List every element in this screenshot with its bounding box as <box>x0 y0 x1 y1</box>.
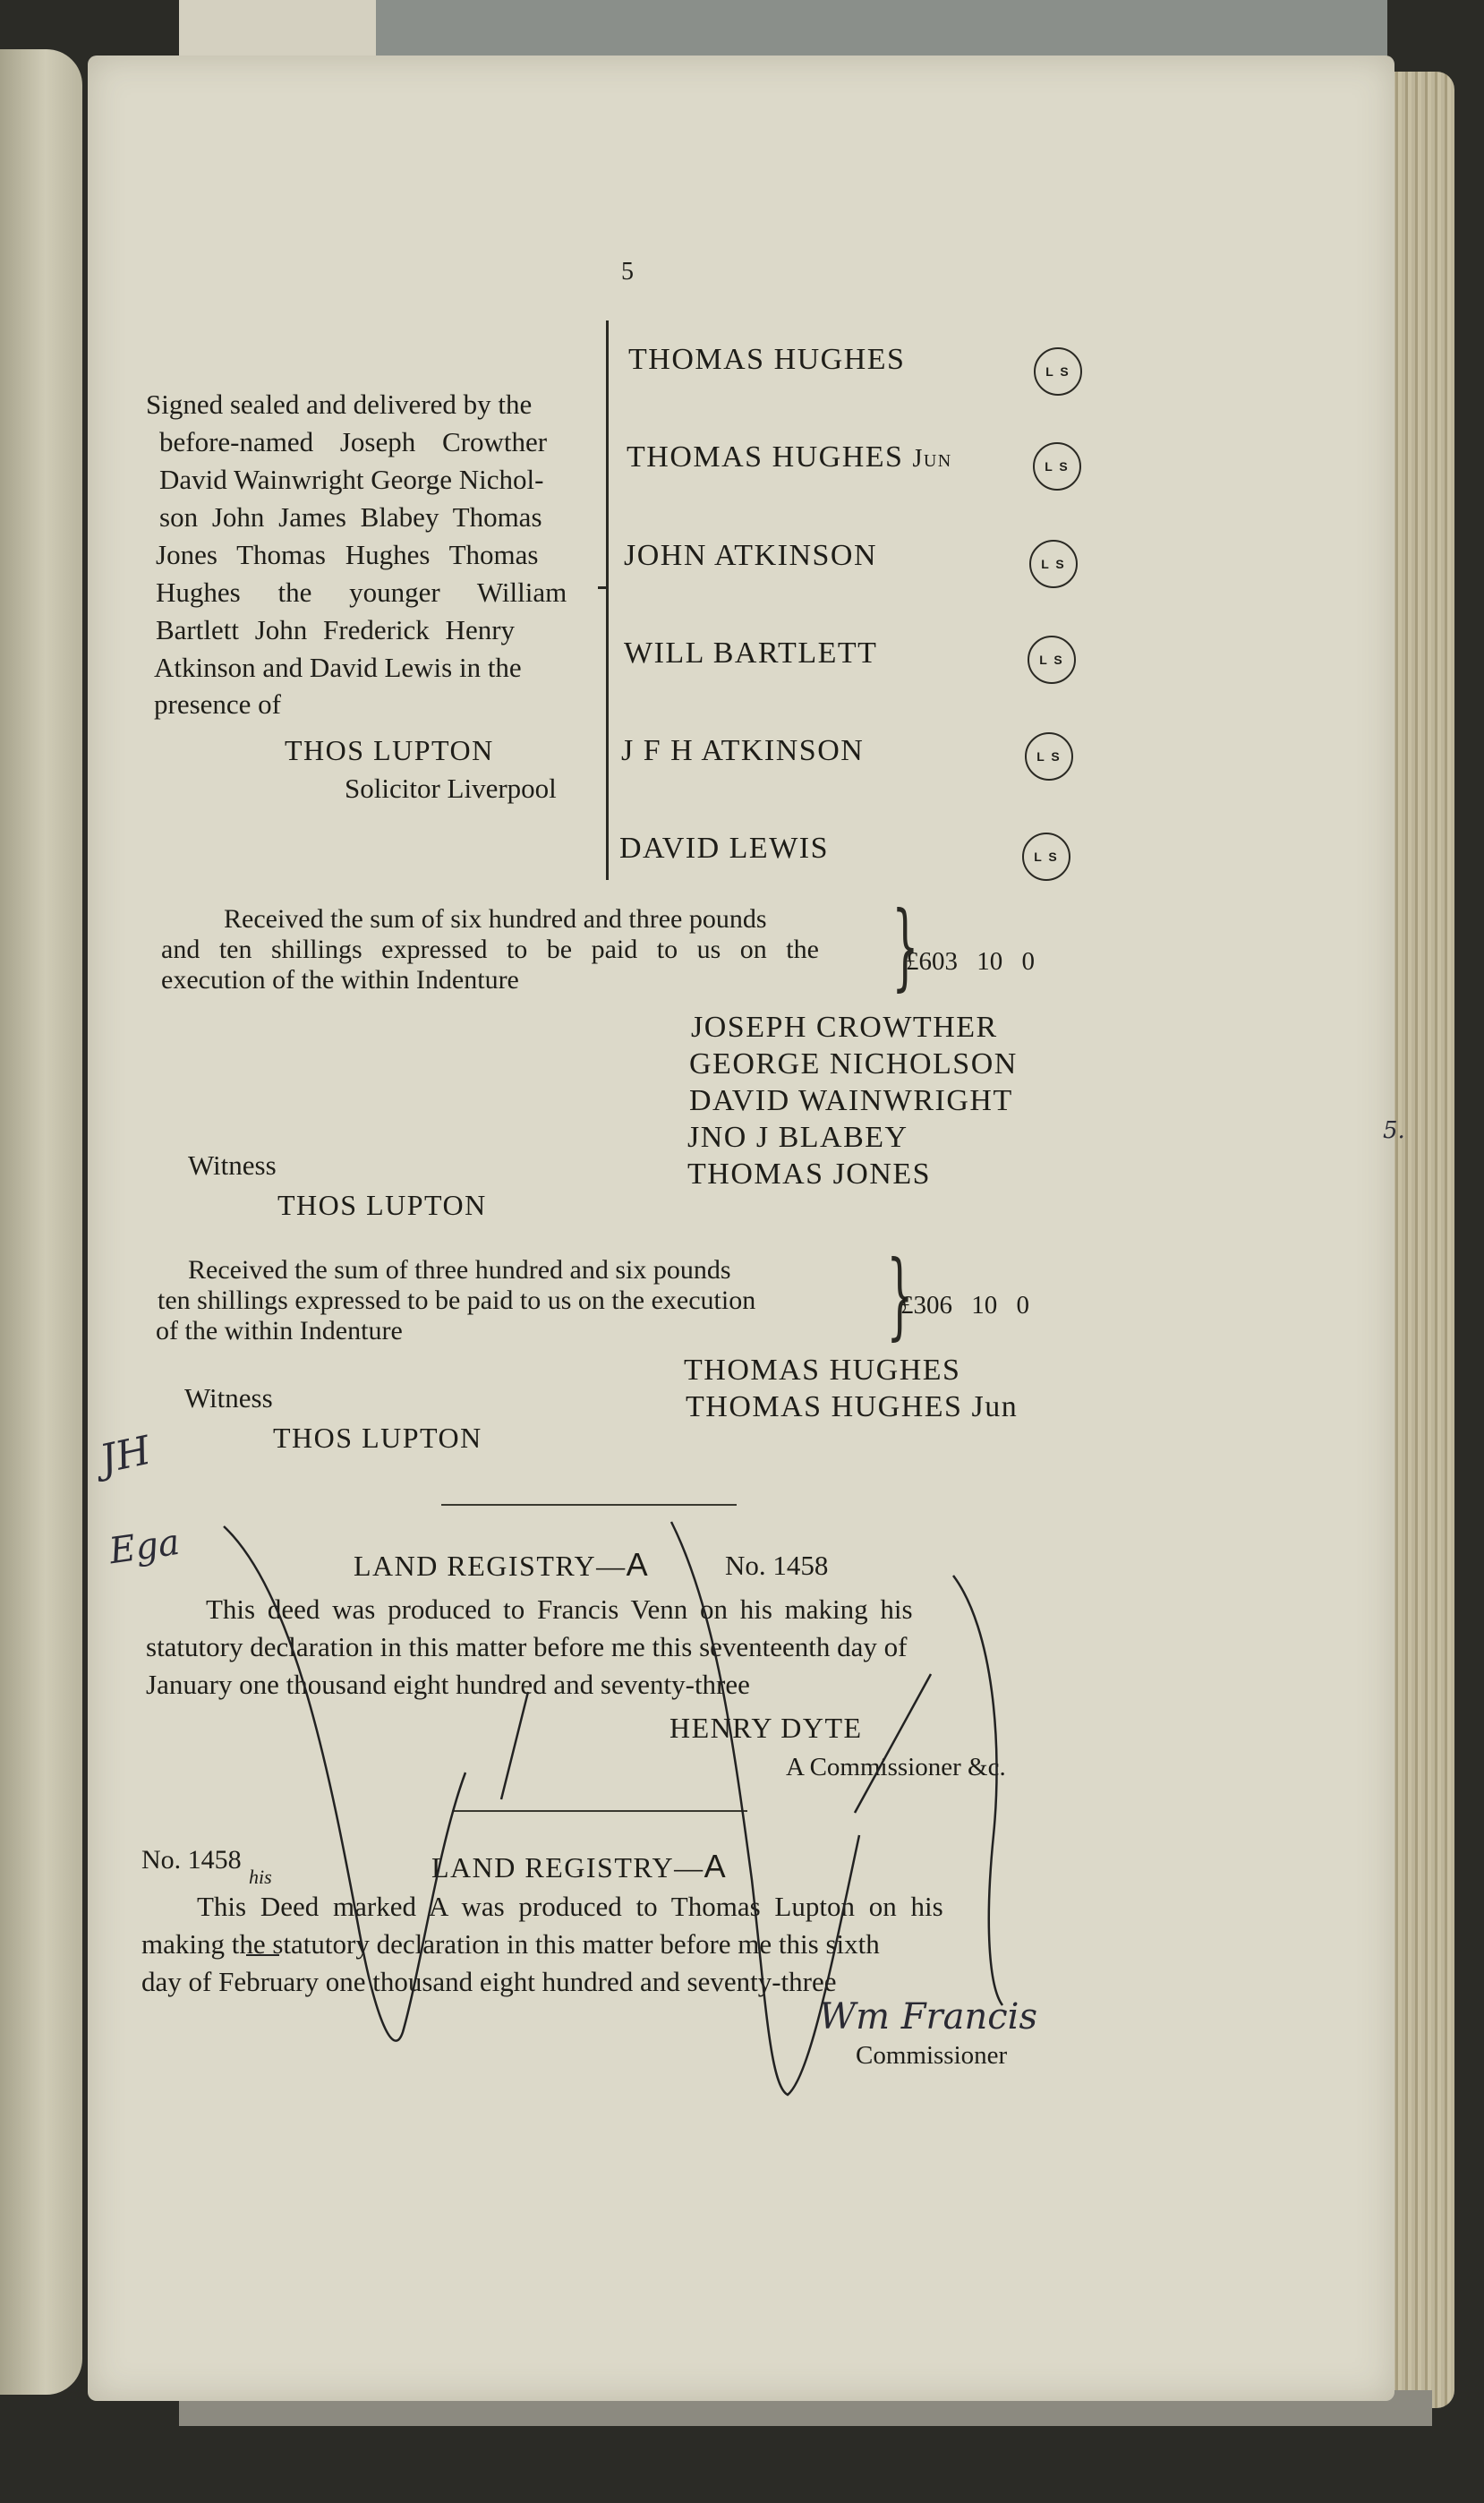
attestation-line: presence of <box>154 688 281 720</box>
seal-1: L S <box>1034 347 1082 396</box>
receipt-2-signer: THOMAS HUGHES Jun <box>686 1390 1019 1423</box>
registry-1-signer-title: A Commissioner &c. <box>786 1753 1006 1781</box>
receipt-2-witness-name: THOS LUPTON <box>273 1422 482 1454</box>
registry-2-inserted-word: his <box>249 1866 272 1888</box>
receipt-1-line: and ten shillings expressed to be paid to us on the <box>161 935 819 964</box>
attestation-line: before-named Joseph Crowther <box>159 426 548 457</box>
receipt-2-signer: THOMAS HUGHES <box>684 1354 961 1387</box>
receipt-1-amount: £603 10 0 <box>906 947 1035 976</box>
receipt-1-signer: GEORGE NICHOLSON <box>689 1047 1018 1081</box>
receipt-1-signer: THOMAS JONES <box>687 1158 932 1191</box>
registry-1-signer: HENRY DYTE <box>670 1712 863 1744</box>
page-number: 5 <box>621 258 634 286</box>
attestation-line: Hughes the younger William <box>156 577 567 608</box>
signatory-name-5: J F H ATKINSON <box>621 734 865 767</box>
signatory-suffix-2: Jun <box>912 445 952 473</box>
registry-2-line: making the statutory declaration in this matter before me this sixth <box>141 1928 880 1960</box>
registry-2-number: No. 1458 <box>141 1845 242 1875</box>
signatory-name-3: JOHN ATKINSON <box>624 539 878 572</box>
attestation-line: Jones Thomas Hughes Thomas <box>156 539 539 570</box>
attestation-witness-title: Solicitor Liverpool <box>345 773 557 804</box>
receipt-2-brace: } <box>886 1241 914 1350</box>
receipt-1-witness-name: THOS LUPTON <box>277 1189 487 1221</box>
registry-1-number: No. 1458 <box>725 1550 829 1581</box>
seal-4: L S <box>1028 636 1076 684</box>
registry-1-line: January one thousand eight hundred and seventy-three <box>146 1669 750 1700</box>
receipt-2-line: Received the sum of three hundred and six pounds <box>188 1255 731 1285</box>
receipt-1-signer: JOSEPH CROWTHER <box>691 1011 998 1044</box>
signatory-name-4: WILL BARTLETT <box>624 636 878 670</box>
receipt-1-signer: JNO J BLABEY <box>687 1121 908 1154</box>
seal-5: L S <box>1025 732 1073 781</box>
attestation-witness-name: THOS LUPTON <box>285 734 494 766</box>
receipt-2-amount: £306 10 0 <box>900 1291 1029 1320</box>
registry-1-line: statutory declaration in this matter before me this seventeenth day of <box>146 1631 908 1662</box>
seal-3: L S <box>1029 540 1078 588</box>
attestation-line: David Wainwright George Nichol- <box>159 464 544 495</box>
signatory-name-6: DAVID LEWIS <box>619 832 830 865</box>
receipt-2-line: ten shillings expressed to be paid to us on the execution <box>158 1286 756 1315</box>
seal-6: L S <box>1022 833 1070 881</box>
receipt-2-witness-label: Witness <box>184 1382 273 1414</box>
margin-mark-right: 5. <box>1383 1117 1405 1144</box>
registry-2-heading: LAND REGISTRY—A <box>431 1848 728 1884</box>
registry-1-heading: LAND REGISTRY—A <box>354 1546 650 1583</box>
attestation-line: Bartlett John Frederick Henry <box>156 614 516 645</box>
commissioner-signature: Wm Francis <box>819 1996 1037 2037</box>
registry-2-line: day of February one thousand eight hundred and seventy-three <box>141 1966 837 1997</box>
registry-1-mark: A <box>626 1546 650 1583</box>
receipt-1-signer: DAVID WAINWRIGHT <box>689 1084 1013 1117</box>
receipt-1-brace: } <box>891 892 919 1001</box>
receipt-2-line: of the within Indenture <box>156 1316 403 1345</box>
receipt-1-witness-label: Witness <box>188 1149 277 1181</box>
registry-2-mark: A <box>704 1848 728 1884</box>
margin-initials-2: Ega <box>107 1521 183 1573</box>
receipt-1-line: Received the sum of six hundred and three pounds <box>224 904 767 934</box>
signatory-name-1: THOMAS HUGHES <box>628 343 906 376</box>
seal-2: L S <box>1033 442 1081 491</box>
attestation-line: Signed sealed and delivered by the <box>146 389 533 420</box>
registry-1-line: This deed was produced to Francis Venn on his making his <box>206 1593 913 1625</box>
registry-2-signer-title: Commissioner <box>856 2041 1008 2070</box>
attestation-line: son John James Blabey Thomas <box>159 501 542 533</box>
registry-2-line: This Deed marked A was produced to Thomas Lupton on his <box>197 1891 943 1922</box>
signatory-name-2: THOMAS HUGHES Jun <box>627 440 952 474</box>
margin-initials-1: JH <box>96 1427 155 1483</box>
attestation-line: Atkinson and David Lewis in the <box>154 652 522 683</box>
receipt-1-line: execution of the within Indenture <box>161 965 519 995</box>
